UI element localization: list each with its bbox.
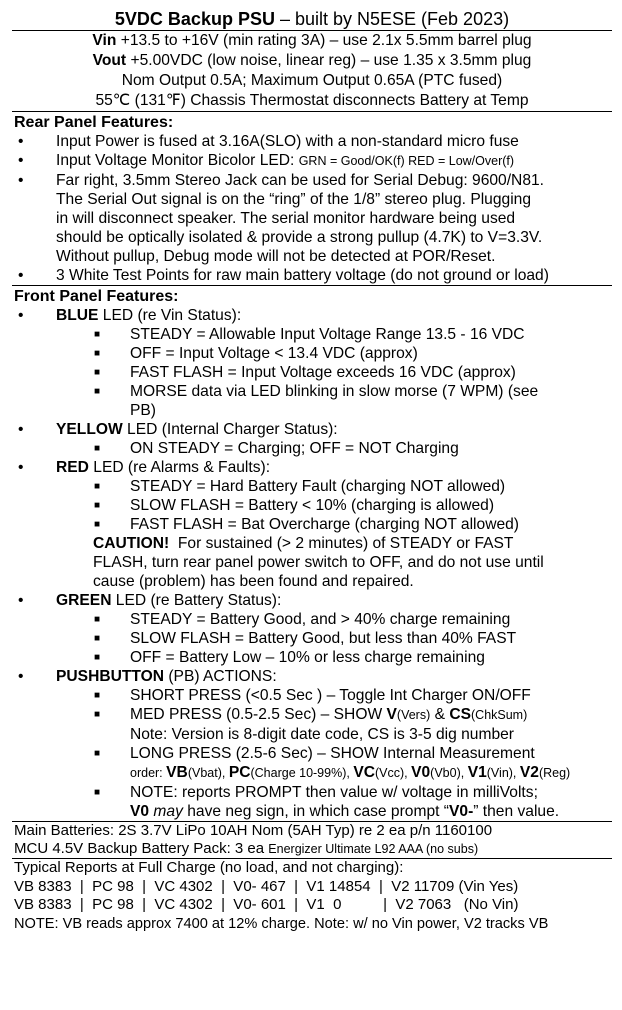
divider <box>12 111 612 112</box>
sub-item: ■ NOTE: reports PROMPT then value w/ voltage in milliVolts; <box>94 784 538 801</box>
pushbutton-item: • PUSHBUTTON (PB) ACTIONS: <box>18 668 277 685</box>
list-item-continuation: in will disconnect speaker. The serial monitor hardware being used <box>56 210 516 227</box>
caution-note-line: FLASH, turn rear panel power switch to OFF, and do not use until <box>93 554 544 571</box>
sub-item: ■ MORSE data via LED blinking in slow morse (7 WPM) (see <box>94 383 539 400</box>
square-bullet-icon: ■ <box>94 500 101 511</box>
bullet-icon: • <box>18 267 24 284</box>
mcu-battery-line: MCU 4.5V Backup Battery Pack: 3 ea Energizer Ultimate L92 AAA (no subs) <box>14 840 479 857</box>
spec-line: Nom Output 0.5A; Maximum Output 0.65A (PTC fused) <box>121 72 503 89</box>
green-led-item: • GREEN LED (re Battery Status): <box>18 592 282 609</box>
list-item-continuation: should be optically isolated & provide a strong pullup (4.7K) to V=3.3V. <box>56 229 543 246</box>
sub-item: ■ OFF = Input Voltage < 13.4 VDC (approx) <box>94 345 418 362</box>
rear-panel-section <box>14 113 610 285</box>
bullet-icon: • <box>18 421 24 438</box>
square-bullet-icon: ■ <box>94 748 101 759</box>
measurement-order: order: VB(Vbat), PC(Charge 10-99%), VC(Vcc), V0(Vb0), V1(Vin), V2(Reg) <box>130 764 571 781</box>
blue-led-item: • BLUE LED (re Vin Status): <box>18 307 242 324</box>
list-item: • Input Power is fused at 3.16A(SLO) with a non-standard micro fuse <box>18 133 519 150</box>
report-row: VB 8383 | PC 98 | VC 4302 | V0- 601 | V1 0 | V2 7063 (No Vin) <box>14 896 519 913</box>
sub-item: ■ STEADY = Battery Good, and > 40% charge remaining <box>94 611 511 628</box>
bullet-icon: • <box>18 307 24 324</box>
square-bullet-icon: ■ <box>94 519 101 530</box>
sub-item: ■ FAST FLASH = Bat Overcharge (charging NOT allowed) <box>94 516 519 533</box>
bullet-icon: • <box>18 172 24 189</box>
yellow-led-item: • YELLOW LED (Internal Charger Status): <box>18 421 338 438</box>
sub-item-continuation: PB) <box>130 402 156 419</box>
square-bullet-icon: ■ <box>94 652 101 663</box>
sub-item: ■ STEADY = Allowable Input Voltage Range 13.5 - 16 VDC <box>94 326 525 343</box>
caution-note: CAUTION! For sustained (> 2 minutes) of STEADY or FAST <box>93 535 514 552</box>
reports-section <box>14 859 610 933</box>
page-title: 5VDC Backup PSU – built by N5ESE (Feb 2023) <box>114 9 510 29</box>
list-item: • Input Voltage Monitor Bicolor LED: GRN = Good/OK(f) RED = Low/Over(f) <box>18 152 515 169</box>
main-batteries-line: Main Batteries: 2S 3.7V LiPo 10AH Nom (5AH Typ) re 2 ea p/n 1160100 <box>14 822 493 839</box>
sub-item: ■ MED PRESS (0.5-2.5 Sec) – SHOW V(Vers) & CS(ChkSum) <box>94 706 528 723</box>
sub-item: ■ FAST FLASH = Input Voltage exceeds 16 VDC (approx) <box>94 364 516 381</box>
bullet-icon: • <box>18 592 24 609</box>
red-led-item: • RED LED (re Alarms & Faults): <box>18 459 271 476</box>
spec-line: Vout +5.00VDC (low noise, linear reg) – use 1.35 x 3.5mm plug <box>92 52 532 69</box>
square-bullet-icon: ■ <box>94 481 101 492</box>
square-bullet-icon: ■ <box>94 614 101 625</box>
bullet-icon: • <box>18 152 24 169</box>
reports-heading: Typical Reports at Full Charge (no load, and not charging): <box>14 859 404 876</box>
sub-item: ■ SLOW FLASH = Battery < 10% (charging is allowed) <box>94 497 495 514</box>
spec-block <box>14 31 610 111</box>
sub-item: ■ ON STEADY = Charging; OFF = NOT Charging <box>94 440 459 457</box>
sub-item: ■ LONG PRESS (2.5-6 Sec) – SHOW Internal Measurement <box>94 745 535 762</box>
spec-line: Vin +13.5 to +16V (min rating 3A) – use 2.1x 5.5mm barrel plug <box>92 32 532 49</box>
bullet-icon: • <box>18 133 24 150</box>
spec-line: 55℃ (131℉) Chassis Thermostat disconnects Battery at Temp <box>95 92 529 109</box>
bullet-icon: • <box>18 459 24 476</box>
sub-item-continuation: V0 may have neg sign, in which case prompt “V0-” then value. <box>130 803 560 820</box>
square-bullet-icon: ■ <box>94 443 101 454</box>
report-row: VB 8383 | PC 98 | VC 4302 | V0- 467 | V1 14854 | V2 11709 (Vin Yes) <box>14 877 519 895</box>
sub-item: ■ OFF = Battery Low – 10% or less charge remaining <box>94 649 485 666</box>
list-item: • Far right, 3.5mm Stereo Jack can be used for Serial Debug: 9600/N81. <box>18 172 544 189</box>
list-item-continuation: Without pullup, Debug mode will not be detected at POR/Reset. <box>56 248 496 265</box>
reports-note: NOTE: VB reads approx 7400 at 12% charge. Note: w/ no Vin power, V2 tracks VB <box>14 915 549 932</box>
square-bullet-icon: ■ <box>94 690 101 701</box>
sub-item-continuation: Note: Version is 8-digit date code, CS is 3-5 dig number <box>130 726 514 743</box>
square-bullet-icon: ■ <box>94 787 101 798</box>
square-bullet-icon: ■ <box>94 348 101 359</box>
sub-item: ■ SLOW FLASH = Battery Good, but less than 40% FAST <box>94 630 517 647</box>
front-panel-section <box>14 287 610 821</box>
list-item-continuation: The Serial Out signal is on the “ring” of the 1/8” stereo plug. Plugging <box>56 191 532 208</box>
square-bullet-icon: ■ <box>94 386 101 397</box>
sub-item: ■ SHORT PRESS (<0.5 Sec ) – Toggle Int Charger ON/OFF <box>94 687 531 704</box>
bullet-icon: • <box>18 668 24 685</box>
batteries-section <box>14 822 610 858</box>
section-heading: Front Panel Features: <box>14 288 179 305</box>
square-bullet-icon: ■ <box>94 367 101 378</box>
sub-item: ■ STEADY = Hard Battery Fault (charging NOT allowed) <box>94 478 506 495</box>
square-bullet-icon: ■ <box>94 329 101 340</box>
caution-note-line: cause (problem) has been found and repaired. <box>93 573 414 590</box>
list-item: • 3 White Test Points for raw main battery voltage (do not ground or load) <box>18 267 549 284</box>
section-heading: Rear Panel Features: <box>14 114 174 131</box>
square-bullet-icon: ■ <box>94 633 101 644</box>
divider <box>12 285 612 286</box>
square-bullet-icon: ■ <box>94 709 101 720</box>
